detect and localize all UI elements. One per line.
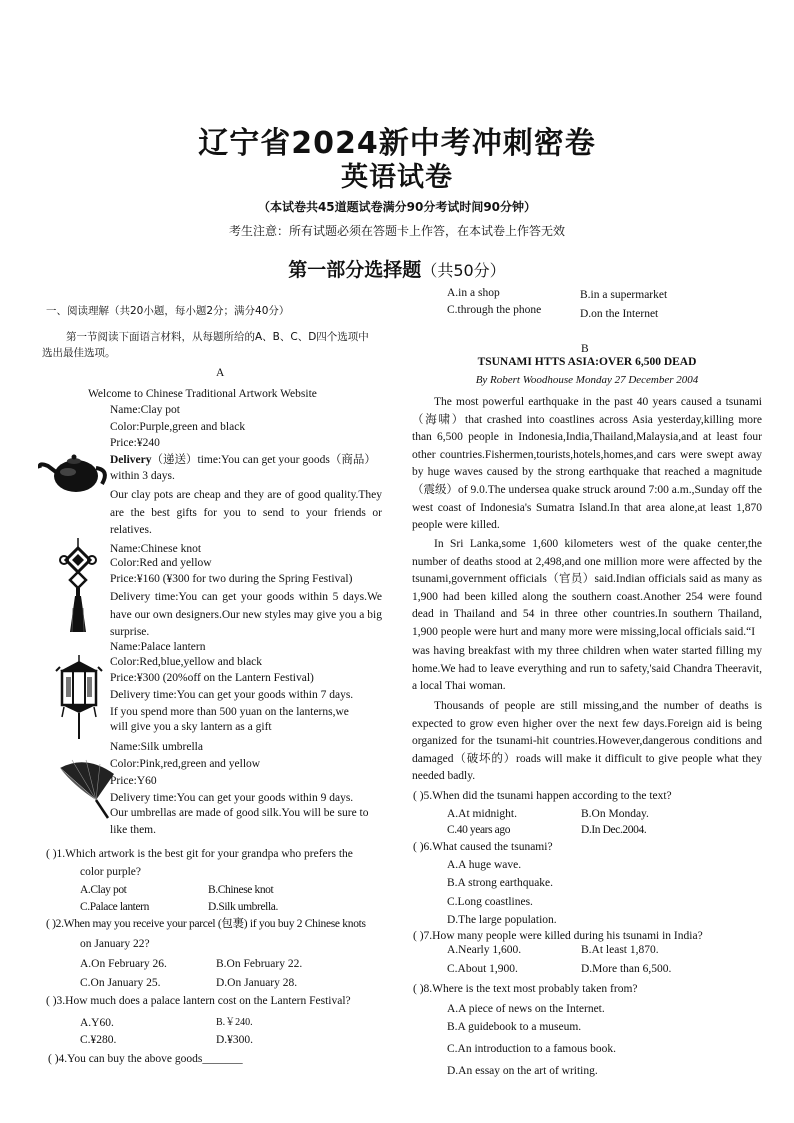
silk-umbrella-image bbox=[56, 754, 118, 820]
q8-stem: ( )8.Where is the text most probably taken from? bbox=[413, 983, 638, 995]
q4-option-b[interactable]: B.in a supermarket bbox=[580, 289, 668, 301]
item-3-note: If you spend more than 500 yuan on the lanterns,we will give you a sky lantern as a gift bbox=[110, 706, 349, 733]
item-4-price: Price:Y60 bbox=[110, 775, 157, 787]
item-2-name: Name:Chinese knot bbox=[110, 543, 202, 555]
q1-option-a[interactable]: A.Clay pot bbox=[80, 884, 127, 896]
q4-option-d[interactable]: D.on the Internet bbox=[580, 308, 659, 320]
q2-option-a[interactable]: A.On February 26. bbox=[80, 958, 167, 970]
intro-line-2: 选出最佳选项。 bbox=[42, 347, 116, 359]
q5-stem: ( )5.When did the tsunami happen according to the text? bbox=[413, 790, 672, 802]
clay-pot-image bbox=[38, 448, 110, 498]
part-heading bbox=[0, 255, 794, 282]
q2-stem: ( )2.When may you receive your parcel (包裹) if you buy 2 Chinese knots bbox=[46, 918, 366, 930]
q7-option-a[interactable]: A.Nearly 1,600. bbox=[447, 944, 522, 956]
item-4-note: Our umbrellas are made of good silk.You will be sure to like them. bbox=[110, 807, 369, 836]
item-1-delivery bbox=[110, 452, 376, 468]
q1-option-c[interactable]: C.Palace lantern bbox=[80, 901, 149, 913]
item-2-price: Price:¥160 (¥300 for two during the Spring Festival) bbox=[110, 573, 353, 585]
exam-title: 辽宁省2024新中考冲刺密卷 bbox=[198, 126, 596, 161]
q4-stem: ( )4.You can buy the above goods_______ bbox=[48, 1053, 243, 1065]
exam-info: （本试卷共45道题试卷满分90分考试时间90分钟） bbox=[257, 200, 537, 214]
q5-option-c[interactable]: C.40 years ago bbox=[447, 824, 511, 836]
q1-stem-2: color purple? bbox=[80, 866, 141, 878]
news-byline: By Robert Woodhouse Monday 27 December 2004 bbox=[475, 374, 699, 386]
item-4-delivery: Delivery time:You can get your goods within 9 days. bbox=[110, 792, 354, 804]
q7-option-d[interactable]: D.More than 6,500. bbox=[581, 963, 672, 975]
paragraph-1: The most powerful earthquake in the past 40 years caused a tsunami（海啸）that crashed into coastlines across Asia yesterday,killing more than 6,500 people in Indonesia,India,Thailand,Malaysia,and at least four other countries.Fishermen,tourists,hotels,homes,and cars were swept away by huge waves caused by the strong earthquake that reached a magnitude（震级）of 9.0.The undersea quake struck around 7:00 a.m.,Sunday off the west coast of Indonesia's Sumatra Island.In that area alone,at least 1,870 people were killed. bbox=[412, 396, 762, 532]
intro-line-1: 第一节阅读下面语言材料，从每题所给的A、B、C、D四个选项中 bbox=[66, 331, 369, 343]
item-1-delivery-2: within 3 days. bbox=[110, 470, 175, 482]
passage-b-label: B bbox=[581, 343, 589, 355]
item-2-delivery: Delivery time:You can get your goods within 5 days.We have our own designers.Our new styles may give you a big surprise. bbox=[110, 591, 382, 639]
q8-option-a[interactable]: A.A piece of news on the Internet. bbox=[447, 1003, 605, 1015]
exam-notice: 考生注意：所有试题必须在答题卡上作答，在本试卷上作答无效 bbox=[228, 224, 565, 238]
q5-option-a[interactable]: A.At midnight. bbox=[447, 808, 517, 820]
passage-a-label: A bbox=[216, 367, 225, 379]
q7-option-c[interactable]: C.About 1,900. bbox=[447, 963, 518, 975]
q5-option-d[interactable]: D.In Dec.2004. bbox=[581, 824, 647, 836]
q3-option-c[interactable]: C.¥280. bbox=[80, 1034, 117, 1046]
q2-stem-2: on January 22? bbox=[80, 938, 150, 950]
exam-subtitle: 英语试卷 bbox=[341, 162, 453, 193]
q7-option-b[interactable]: B.At least 1,870. bbox=[581, 944, 659, 956]
item-2-color: Color:Red and yellow bbox=[110, 557, 212, 569]
item-1-price: Price:¥240 bbox=[110, 437, 160, 449]
chinese-knot-image bbox=[58, 538, 98, 634]
q4-option-c[interactable]: C.through the phone bbox=[447, 304, 542, 316]
news-headline: TSUNAMI HTTS ASIA:OVER 6,500 DEAD bbox=[477, 356, 697, 368]
q4-option-a[interactable]: A.in a shop bbox=[447, 287, 500, 299]
paragraph-2-cont: was having breakfast with my three children when water started filling my home.We had to leave everything and run to safety,'said Chandra Theeravit, a local Thai woman. bbox=[412, 645, 762, 693]
q6-option-a[interactable]: A.A huge wave. bbox=[447, 859, 522, 871]
item-1-name: Name:Clay pot bbox=[110, 404, 180, 416]
q7-stem: ( )7.How many people were killed during his tsunami in India? bbox=[413, 930, 703, 942]
q3-option-b[interactable]: B.￥240. bbox=[216, 1017, 253, 1028]
paragraph-2: In Sri Lanka,some 1,600 kilometers west of the quake center,the number of deaths stood at 2,498,and one million more were affected by the tsunami,government officials（官员）said.Indian officials said as many as 1,900 had been killed along the southern coast.Another 254 were found dead in Thailand and 54 in three other countries.In southern Thailand, 1,900 people were hurt and many more were missing,local officials said.“I bbox=[412, 538, 762, 638]
q6-option-c[interactable]: C.Long coastlines. bbox=[447, 896, 533, 908]
section-title: 一、阅读理解（共20小题，每小题2分；满分40分） bbox=[46, 305, 290, 317]
q3-option-a[interactable]: A.Y60. bbox=[80, 1017, 114, 1029]
item-3-name: Name:Palace lantern bbox=[110, 641, 206, 653]
q8-option-b[interactable]: B.A guidebook to a museum. bbox=[447, 1021, 582, 1033]
q1-option-d[interactable]: D.Silk umbrella. bbox=[208, 901, 278, 913]
q8-option-c[interactable]: C.An introduction to a famous book. bbox=[447, 1043, 616, 1055]
q1-option-b[interactable]: B.Chinese knot bbox=[208, 884, 274, 896]
q8-option-d[interactable]: D.An essay on the art of writing. bbox=[447, 1065, 598, 1077]
q5-option-b[interactable]: B.On Monday. bbox=[581, 808, 649, 820]
q2-option-d[interactable]: D.On January 28. bbox=[216, 977, 298, 989]
q6-option-d[interactable]: D.The large population. bbox=[447, 914, 557, 926]
item-4-name: Name:Silk umbrella bbox=[110, 741, 203, 753]
part-score: （共50分） bbox=[421, 261, 506, 280]
palace-lantern-image bbox=[54, 655, 104, 739]
q3-option-d[interactable]: D.¥300. bbox=[216, 1034, 254, 1046]
q3-stem: ( )3.How much does a palace lantern cost on the Lantern Festival? bbox=[46, 995, 351, 1007]
q6-option-b[interactable]: B.A strong earthquake. bbox=[447, 877, 554, 889]
q2-option-b[interactable]: B.On February 22. bbox=[216, 958, 303, 970]
q6-stem: ( )6.What caused the tsunami? bbox=[413, 841, 553, 853]
welcome-line: Welcome to Chinese Traditional Artwork Website bbox=[88, 388, 317, 400]
paragraph-3: Thousands of people are still missing,and the number of deaths is expected to grow even higher over the next few days.Foreign aid is being organized for the tsunami-hit countries.However,dangerous conditions and damaged（破坏的）roads will make it difficult to give people what they needed badly. bbox=[412, 700, 762, 783]
q1-stem: ( )1.Which artwork is the best git for your grandpa who prefers the bbox=[46, 848, 353, 860]
part-title: 第一部分选择题 bbox=[288, 259, 422, 281]
item-1-note: Our clay pots are cheap and they are of good quality.They are the best gifts for you to send to your friends or relatives. bbox=[110, 489, 382, 537]
q2-option-c[interactable]: C.On January 25. bbox=[80, 977, 161, 989]
delivery-rest: （递送）time:You can get your goods（商品） bbox=[151, 454, 376, 466]
item-3-delivery: Delivery time:You can get your goods within 7 days. bbox=[110, 689, 354, 701]
delivery-word: Delivery bbox=[110, 454, 152, 466]
item-1-color: Color:Purple,green and black bbox=[110, 421, 246, 433]
item-4-color: Color:Pink,red,green and yellow bbox=[110, 758, 261, 770]
item-3-color: Color:Red,blue,yellow and black bbox=[110, 656, 263, 668]
item-3-price: Price:¥300 (20%off on the Lantern Festival) bbox=[110, 672, 314, 684]
